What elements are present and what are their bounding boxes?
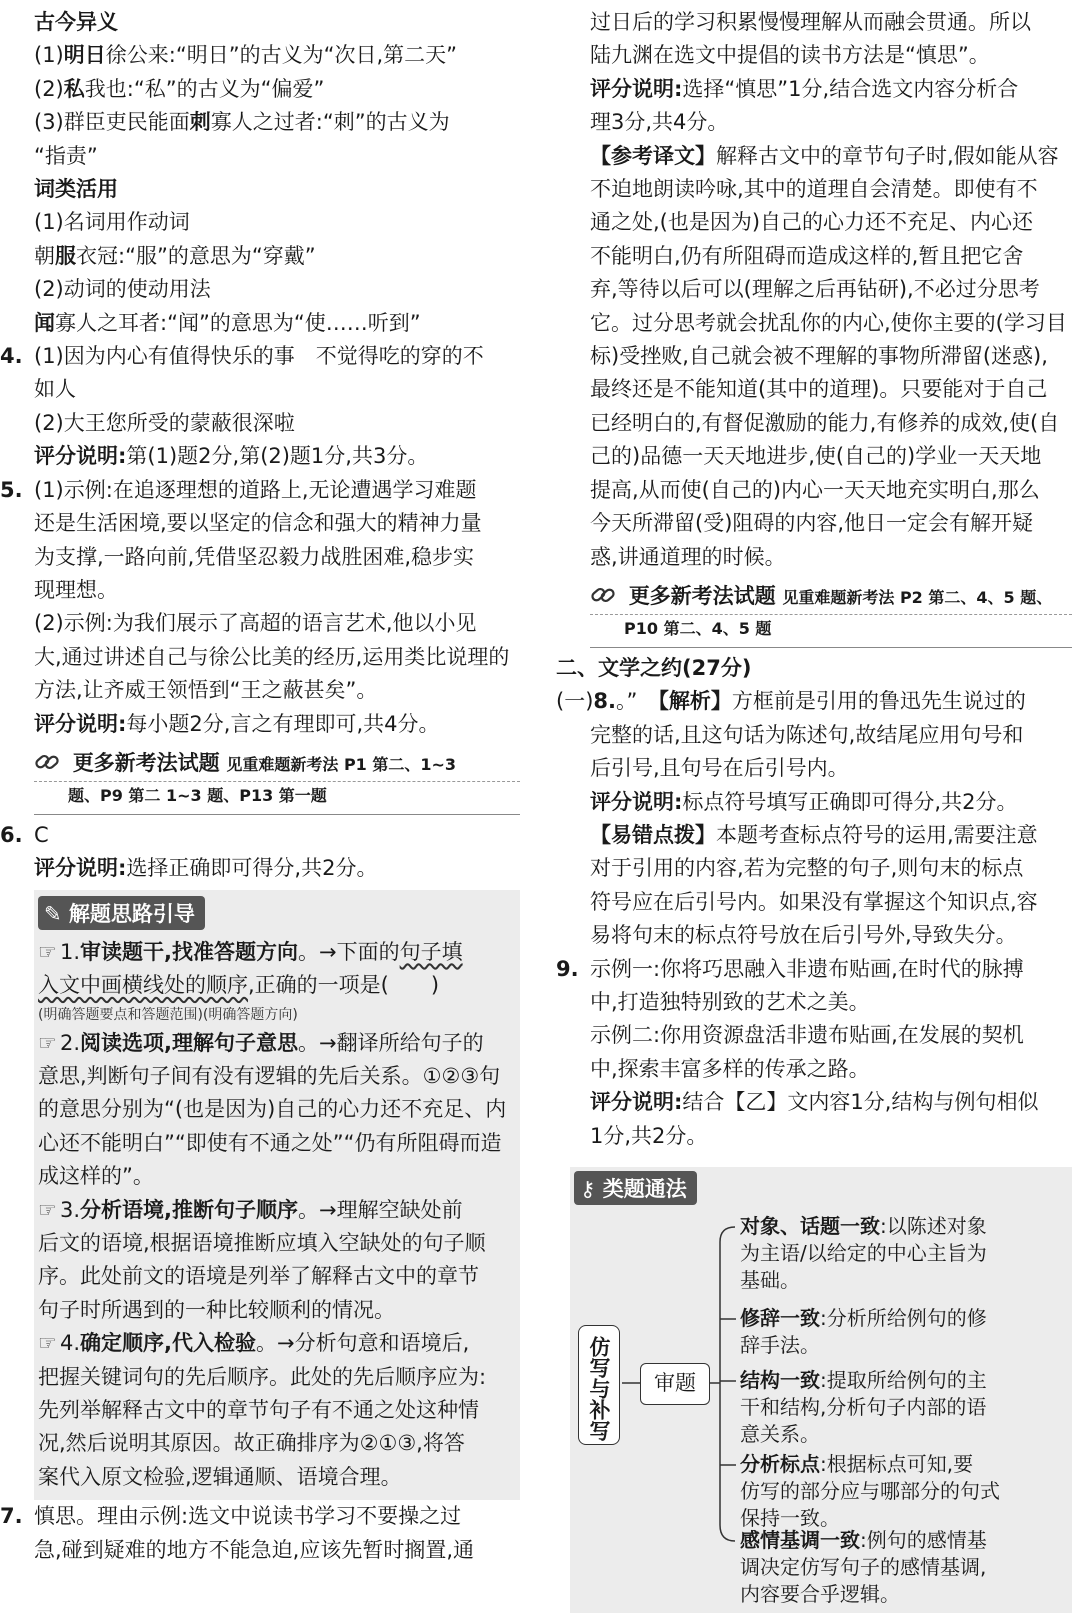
guide-step-3-line: 句子时所遇到的一种比较顺利的情况。	[38, 1297, 395, 1322]
guide-step-4: ☞ 4.确定顺序,代入检验。→分析句意和语境后,	[34, 1327, 520, 1360]
gujin-item-1: (1)明日徐公来:“明日”的古义为“次日,第二天”	[34, 43, 458, 68]
q5-score: 评分说明:每小题2分,言之有理即可,共4分。	[34, 711, 440, 736]
cilei-item-2-example: 闻寡人之耳者:“闻”的意思为“使……听到”	[34, 310, 421, 335]
translation-line: 提高,从而使(自己的)内心一天天地充实明白,那么	[590, 477, 1040, 502]
q8-tip-line: 符号应在后引号内。如果没有掌握这个知识点,容	[590, 889, 1038, 914]
more-tests-ref-cont: P10 第二、4、5 题	[590, 614, 1072, 643]
guide-step-3-line: 序。此处前文的语境是列举了解释古文中的章节	[38, 1264, 479, 1289]
q4-line-1: 4. (1)因为内心有值得快乐的事 不觉得吃的穿的不	[0, 340, 520, 373]
guide-step-4-line: 案代入原文检验,逻辑通顺、语境合理。	[38, 1464, 402, 1489]
guide-step-1-cont: 入文中画横线处的顺序,正确的一项是( )	[38, 973, 440, 998]
q5-line-6: 大,通过讲述自己与徐公比美的经历,运用类比说理的	[34, 644, 510, 669]
q9-line-1: 9. 示例一:你将巧思融入非遗布贴画,在时代的脉搏	[556, 953, 1072, 986]
q4-number: 4.	[0, 344, 23, 369]
notepad-icon: ✎	[44, 901, 62, 926]
q7-line-2: 急,碰到疑难的地方不能急迫,应该先暂时搁置,通	[34, 1537, 475, 1562]
more-tests-ref: 见重难题新考法 P1 第二、1~3	[226, 754, 457, 774]
section-2-heading: 二、文学之约(27分)	[556, 655, 752, 680]
q9-score-cont: 1分,共2分。	[590, 1123, 708, 1148]
q5-line-3: 为支撑,一路向前,凭借坚忍毅力战胜困难,稳步实	[34, 544, 475, 569]
q6-number: 6.	[0, 822, 23, 847]
solution-guide-box	[34, 890, 520, 1501]
guide-step-3-line: 后文的语境,根据语境推断应填入空缺处的句子顺	[38, 1231, 486, 1255]
q8-line: 后引号,且句号在后引号内。	[590, 756, 849, 781]
pointing-hand-icon: ☞	[38, 1030, 57, 1055]
translation-line: 通之处,(也是因为)自己的心力还不充足、内心还	[590, 210, 1034, 235]
guide-step-2-line: 的意思分别为“(也是因为)自己的心力还不充足、内	[38, 1097, 507, 1122]
more-tests-ref-cont: 题、P9 第二 1~3 题、P13 第一题	[34, 781, 520, 810]
q7-line-1: 7. 慎思。理由示例:选文中说读书学习不要操之过	[0, 1500, 520, 1533]
q9-line: 示例二:你用资源盘活非遗布贴画,在发展的契机	[590, 1023, 1024, 1048]
translation-line: 标)受挫败,自己就会被不理解的事物所滞留(迷惑),	[590, 344, 1048, 369]
pointing-hand-icon: ☞	[38, 1331, 57, 1356]
guide-step-1: ☞ 1.审读题干,找准答题方向。→下面的句子填	[34, 936, 520, 969]
q6-score: 评分说明:选择正确即可得分,共2分。	[34, 856, 378, 881]
q7-score-cont: 理3分,共4分。	[590, 110, 729, 135]
method-box	[570, 1167, 1072, 1613]
gujin-item-2: (2)私我也:“私”的古义为“偏爱”	[34, 76, 325, 101]
guide-step-4-line: 先列举解释古文中的章节句子有不通之处这种情	[38, 1398, 479, 1423]
left-column	[0, 6, 520, 1567]
method-root-box: 仿写与补写	[578, 1325, 620, 1445]
pointing-hand-icon: ☞	[38, 1197, 57, 1222]
translation-line: 已经明白的,有督促激励的能力,有修养的成效,使(自	[590, 410, 1060, 435]
q5-number: 5.	[0, 477, 23, 502]
guide-step-2-line: 成这样的”。	[38, 1164, 154, 1189]
q8-tip-line: 易将句末的标点符号放在后引号外,导致失分。	[590, 923, 1017, 948]
more-tests-box-2	[590, 580, 1072, 648]
q7-line-3: 过日后的学习积累慢慢理解从而融会贯通。所以	[590, 10, 1031, 34]
guide-step-4-line: 把握关键词句的先后顺序。此处的先后顺序应为:	[38, 1364, 487, 1389]
translation-line: 己的)品德一天天地进步,使(自己的)学业一天天地	[590, 444, 1042, 469]
pointing-hand-icon: ☞	[38, 939, 57, 964]
more-tests-ref: 见重难题新考法 P2 第二、4、5 题、	[782, 587, 1053, 607]
q8-score: 评分说明:标点符号填写正确即可得分,共2分。	[590, 789, 1018, 814]
q8-line-1: (一)8.。” 【解析】方框前是引用的鲁迅先生说过的	[556, 689, 1026, 714]
link-icon	[34, 751, 60, 773]
q7-score: 评分说明:选择“慎思”1分,结合选文内容分析合	[590, 76, 1019, 101]
guide-step-4-line: 况,然后说明其原因。故正确排序为②①③,将答	[38, 1431, 465, 1456]
translation-line: 弃,等待以后可以(理解之后再钻研),不必过分思考	[590, 277, 1040, 302]
q5-line-2: 还是生活困境,要以坚定的信念和强大的精神力量	[34, 511, 482, 536]
q9-line: 中,打造独特别致的艺术之美。	[590, 989, 870, 1014]
cilei-item-1-example: 朝服衣冠:“服”的意思为“穿戴”	[34, 243, 316, 268]
method-title: ⚷ 类题通法	[574, 1171, 697, 1205]
guide-step-2-line: 心还不能明白”“即使有不通之处”“仍有所阻碍而造	[38, 1130, 502, 1155]
more-tests-title: 更多新考法试题	[628, 583, 776, 608]
q5-line-1: 5. (1)示例:在追逐理想的道路上,无论遭遇学习难题	[0, 474, 520, 507]
method-branch-structure: 结构一致:提取所给例句的主 干和结构,分析句子内部的语 意关系。	[740, 1368, 987, 1446]
method-branch-rhetoric: 修辞一致:分析所给例句的修 辞手法。	[740, 1306, 987, 1357]
q4-score: 评分说明:第(1)题2分,第(2)题1分,共3分。	[34, 444, 429, 469]
translation-line: 不迫地朗读吟咏,其中的道理自会清楚。即使有不	[590, 177, 1038, 202]
translation-line: 惑,讲通道理的时候。	[590, 544, 786, 569]
link-icon	[590, 584, 616, 606]
q5-line-7: 方法,让齐威王领悟到“王之蔽甚矣”。	[34, 678, 378, 703]
q7-number: 7.	[0, 1504, 23, 1529]
gujin-item-3: (3)群臣吏民能面刺寡人之过者:“刺”的古义为	[34, 110, 450, 135]
solution-guide-title: ✎ 解题思路引导	[38, 896, 205, 930]
q4-line-2: 如人	[34, 377, 76, 402]
method-branch-object: 对象、话题一致:以陈述对象 为主语/以给定的中心主旨为 基础。	[740, 1214, 987, 1292]
q4-line-3: (2)大王您所受的蒙蔽很深啦	[34, 410, 295, 435]
q9-number: 9.	[556, 956, 579, 981]
q9-score: 评分说明:结合【乙】文内容1分,结构与例句相似	[590, 1090, 1039, 1115]
q5-line-5: (2)示例:为我们展示了高超的语言艺术,他以小见	[34, 611, 477, 636]
q9-line: 中,探索丰富多样的传承之路。	[590, 1056, 870, 1081]
method-node-box: 审题	[640, 1363, 710, 1405]
more-tests-box-1	[34, 747, 520, 815]
translation-line: 不能明白,仍有所阻碍而造成这样的,暂且把它舍	[590, 243, 1024, 268]
guide-step-2-line: 意思,判断句子间有没有逻辑的先后关系。①②③句	[38, 1063, 501, 1088]
guide-step-3: ☞ 3.分析语境,推断句子顺序。→理解空缺处前	[34, 1194, 520, 1227]
q6-answer: 6. C	[0, 819, 520, 852]
more-tests-title: 更多新考法试题	[72, 750, 220, 775]
gujin-title: 古今异义	[34, 10, 118, 34]
method-branch-emotion: 感情基调一致:例句的感情基 调决定仿写句子的感情基调, 内容要合乎逻辑。	[740, 1528, 987, 1606]
q8-tip-line: 对于引用的内容,若为完整的句子,则句末的标点	[590, 856, 1024, 881]
key-icon: ⚷	[580, 1177, 596, 1201]
translation-line-1: 【参考译文】解释古文中的章节句子时,假如能从容	[590, 143, 1059, 168]
right-column	[556, 6, 1072, 1613]
translation-line: 最终还是不能知道(其中的道理)。只要能对于自己	[590, 377, 1048, 402]
q8-tip: 【易错点拨】本题考查标点符号的运用,需要注意	[590, 822, 1038, 847]
cilei-item-1: (1)名词用作动词	[34, 210, 190, 235]
translation-line: 今天所滞留(受)阻碍的内容,他日一定会有解开疑	[590, 511, 1034, 536]
cilei-item-2: (2)动词的使动用法	[34, 277, 211, 302]
gujin-item-3-cont: “指责”	[34, 143, 98, 168]
q7-line-4: 陆九渊在选文中提倡的读书方法是“慎思”。	[590, 43, 990, 68]
cilei-title: 词类活用	[34, 177, 118, 202]
guide-step-2: ☞ 2.阅读选项,理解句子意思。→翻译所给句子的	[34, 1027, 520, 1060]
guide-step-1-note: (明确答题要点和答题范围)(明确答题方向)	[38, 1006, 298, 1023]
translation-line: 它。过分思考就会扰乱你的内心,使你主要的(学习目	[590, 310, 1067, 335]
q8-line: 完整的话,且这句话为陈述句,故结尾应用句号和	[590, 722, 1024, 747]
method-branch-punctuation: 分析标点:根据标点可知,要 仿写的部分应与哪部分的句式 保持一致。	[740, 1452, 1000, 1530]
q5-line-4: 现理想。	[34, 577, 118, 602]
